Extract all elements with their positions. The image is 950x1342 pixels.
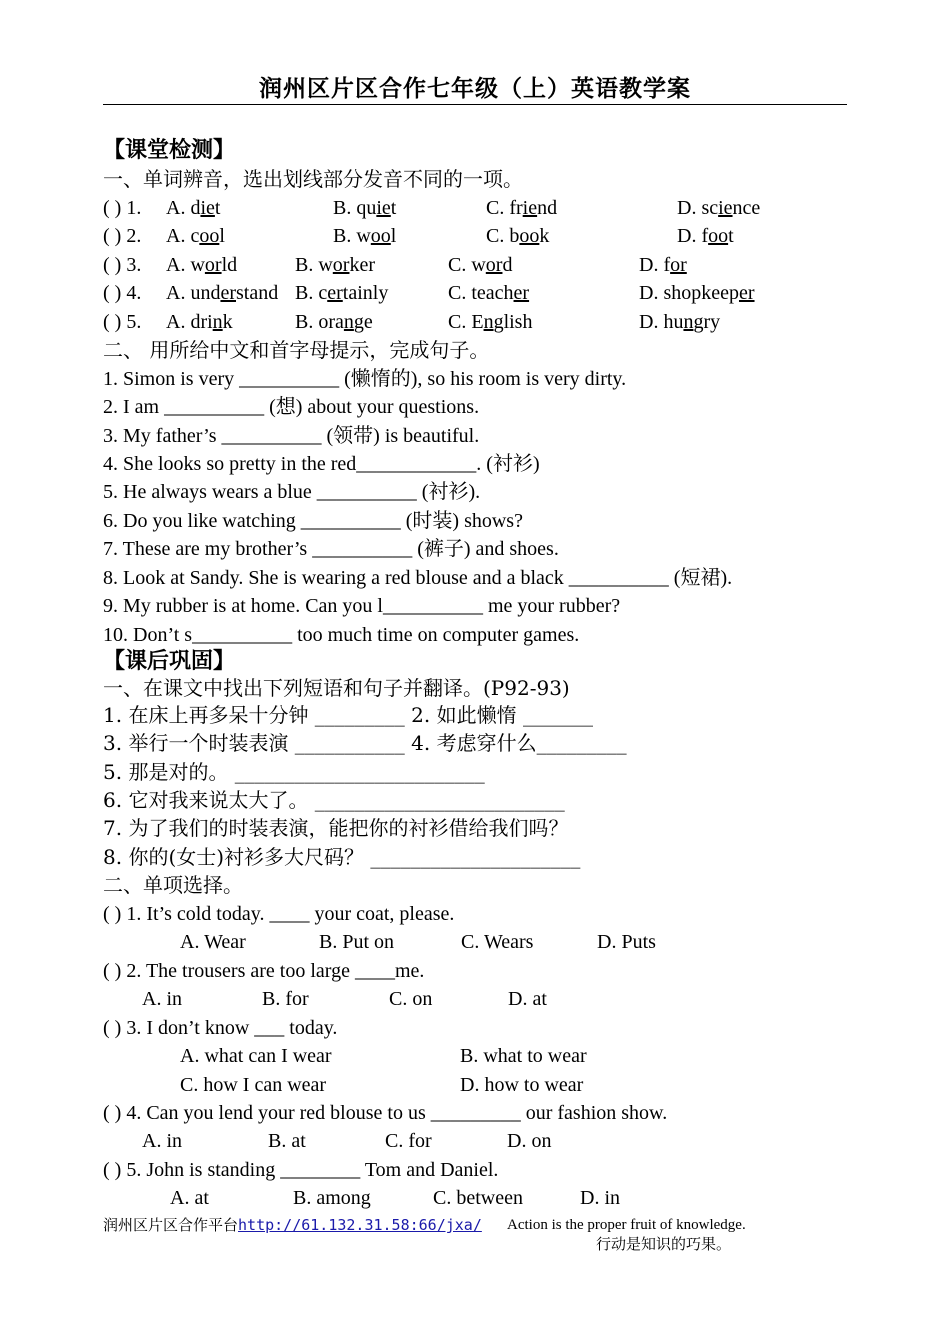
fill-sentence: 5. He always wears a blue __________ (衬衫). <box>103 481 481 503</box>
mc-option-c: C. between <box>433 1187 523 1209</box>
translate-line: 3. 举行一个时装表演 ___________ 4. 考虑穿什么_________ <box>103 731 627 755</box>
option-c: C. word <box>448 254 513 276</box>
option-a: A. world <box>166 254 238 276</box>
mc-option-c: C. Wears <box>461 931 534 953</box>
footer-platform <box>103 1215 482 1235</box>
fill-sentence: 10. Don’t s__________ too much time on computer games. <box>103 624 580 646</box>
mc-option-d: D. Puts <box>597 931 656 953</box>
page-header: 润州区片区合作七年级（上）英语教学案 <box>103 74 847 105</box>
fill-sentence: 7. These are my brother’s __________ (裤子) and shoes. <box>103 538 559 560</box>
question-number: ( ) 2. <box>103 225 142 247</box>
footer-url-link[interactable]: http://61.132.31.58:66/jxa/ <box>238 1216 482 1234</box>
option-c: C. friend <box>486 197 558 219</box>
part2-instruction: 二、单项选择。 <box>103 873 243 897</box>
mc-option-a: A. Wear <box>180 931 246 953</box>
mc-option-b: B. Put on <box>319 931 395 953</box>
mc-option-a: A. at <box>170 1187 209 1209</box>
fill-sentence: 2. I am __________ (想) about your questions. <box>103 396 480 418</box>
fill-sentence: 8. Look at Sandy. She is wearing a red blouse and a black __________ (短裙). <box>103 567 733 589</box>
footer-platform-label: 润州区片区合作平台 <box>103 1216 239 1234</box>
mc-option-c: C. on <box>389 988 433 1010</box>
mc-option-d: D. on <box>507 1130 552 1152</box>
option-b: B. quiet <box>333 197 397 219</box>
option-b: B. wool <box>333 225 397 247</box>
option-b: B. orange <box>295 311 373 333</box>
mc-option-a: A. in <box>142 988 182 1010</box>
fill-sentence: 6. Do you like watching __________ (时装) shows? <box>103 510 523 532</box>
translate-line: 8. 你的(女士)衬衫多大尺码？ _____________________ <box>103 845 581 869</box>
section-title-after-class: 【课后巩固】 <box>103 649 236 674</box>
translate-line: 5. 那是对的。 _________________________ <box>103 760 485 784</box>
option-d: D. hungry <box>639 311 721 333</box>
option-c: C. English <box>448 311 533 333</box>
footer-motto-zh: 行动是知识的巧果。 <box>596 1235 732 1253</box>
mc-option-d: D. at <box>508 988 547 1010</box>
footer-motto-en: Action is the proper fruit of knowledge. <box>507 1217 746 1233</box>
option-d: D. foot <box>677 225 734 247</box>
mc-option-b: B. at <box>268 1130 306 1152</box>
fill-sentence: 1. Simon is very __________ (懒惰的), so his room is very dirty. <box>103 368 627 390</box>
option-b: B. certainly <box>295 282 389 304</box>
mc-option-b: B. what to wear <box>460 1045 587 1067</box>
option-a: A. diet <box>166 197 221 219</box>
question-number: ( ) 5. <box>103 311 142 333</box>
mc-option-c: C. how I can wear <box>180 1074 327 1096</box>
option-d: D. shopkeeper <box>639 282 755 304</box>
option-a: A. cool <box>166 225 225 247</box>
option-b: B. worker <box>295 254 376 276</box>
mc-question-1: ( ) 1. It’s cold today. ____ your coat, please. <box>103 903 455 925</box>
mc-question-4: ( ) 4. Can you lend your red blouse to us _________ our fashion show. <box>103 1102 668 1124</box>
fill-sentence: 3. My father’s __________ (领带) is beautiful. <box>103 425 480 447</box>
mc-question-2: ( ) 2. The trousers are too large ____me. <box>103 960 425 982</box>
part1-instruction: 一、在课文中找出下列短语和句子并翻译。(P92-93) <box>103 676 570 700</box>
mc-option-c: C. for <box>385 1130 432 1152</box>
mc-option-b: B. among <box>293 1187 371 1209</box>
mc-option-a: A. what can I wear <box>180 1045 332 1067</box>
mc-question-3: ( ) 3. I don’t know ___ today. <box>103 1017 338 1039</box>
option-a: A. understand <box>166 282 279 304</box>
translate-line: 1. 在床上再多呆十分钟 _________ 2. 如此懒惰 _______ <box>103 703 593 727</box>
part1-instruction: 一、单词辨音，选出划线部分发音不同的一项。 <box>103 167 523 191</box>
question-number: ( ) 3. <box>103 254 142 276</box>
fill-sentence: 4. She looks so pretty in the red____________. (衬衫) <box>103 453 540 475</box>
fill-sentence: 9. My rubber is at home. Can you l__________ me your rubber? <box>103 595 621 617</box>
section-title-classroom-test: 【课堂检测】 <box>103 138 236 163</box>
translate-line: 6. 它对我来说太大了。 _________________________ <box>103 788 565 812</box>
option-c: C. teacher <box>448 282 530 304</box>
option-c: C. book <box>486 225 550 247</box>
translate-line: 7. 为了我们的时装表演，能把你的衬衫借给我们吗？ <box>103 816 569 840</box>
mc-option-d: D. in <box>580 1187 620 1209</box>
question-number: ( ) 4. <box>103 282 142 304</box>
option-d: D. for <box>639 254 687 276</box>
question-number: ( ) 1. <box>103 197 142 219</box>
mc-question-5: ( ) 5. John is standing ________ Tom and Daniel. <box>103 1159 499 1181</box>
mc-option-a: A. in <box>142 1130 182 1152</box>
mc-option-d: D. how to wear <box>460 1074 584 1096</box>
part2-instruction: 二、 用所给中文和首字母提示，完成句子。 <box>103 338 490 362</box>
option-d: D. science <box>677 197 761 219</box>
option-a: A. drink <box>166 311 233 333</box>
mc-option-b: B. for <box>262 988 309 1010</box>
